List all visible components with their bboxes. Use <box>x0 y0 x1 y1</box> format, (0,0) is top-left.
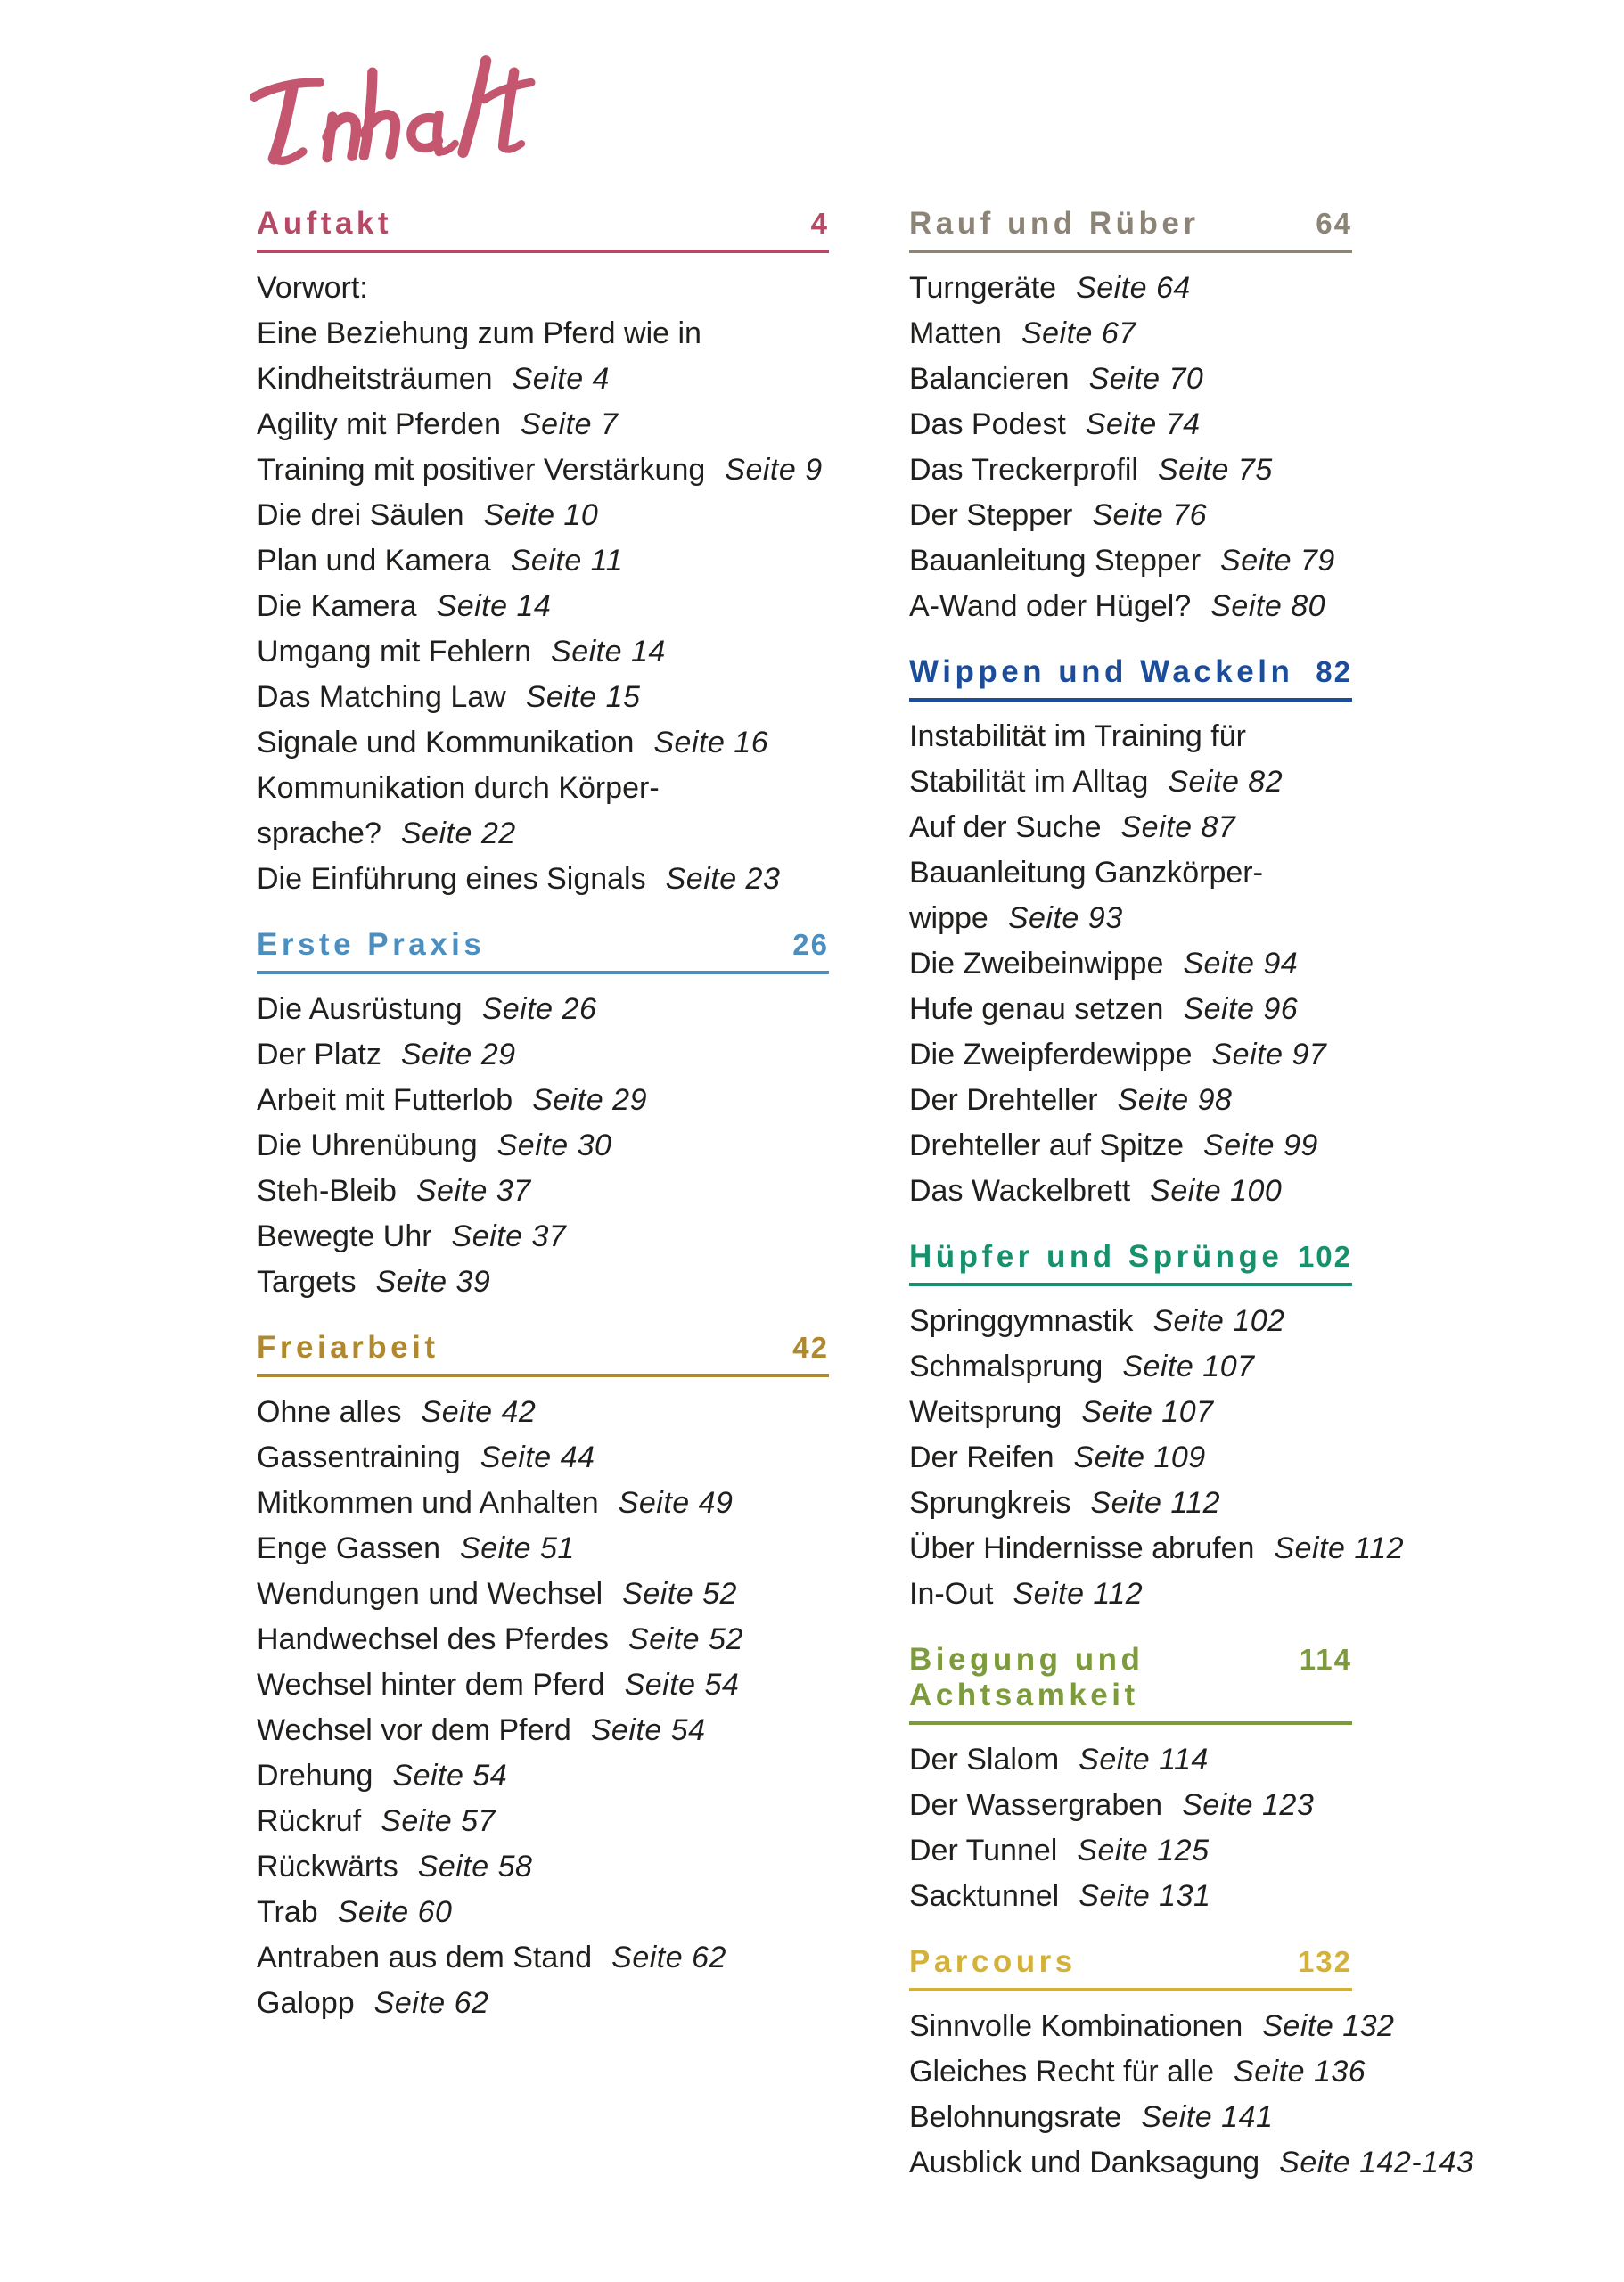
entry-title: Turngeräte <box>909 271 1057 305</box>
entry-title: Wechsel vor dem Pferd <box>257 1713 571 1747</box>
entry-page-label: Seite 23 <box>665 862 781 896</box>
entry-title: Agility mit Pferden <box>257 407 501 441</box>
toc-section <box>909 1239 1405 1617</box>
section-header <box>257 927 829 974</box>
toc-entry <box>257 1123 829 1169</box>
section-title: Parcours <box>909 1944 1077 1979</box>
entry-page-label: Seite 11 <box>510 544 623 578</box>
entry-title: Hufe genau setzen <box>909 992 1164 1026</box>
entry-title: Sacktunnel <box>909 1879 1060 1913</box>
toc-entry <box>257 447 829 493</box>
toc-entry <box>257 538 829 584</box>
entry-title: Wendungen und Wechsel <box>257 1577 603 1611</box>
entry-title: Bewegte Uhr <box>257 1219 432 1253</box>
entry-page-label: Seite 123 <box>1182 1788 1315 1822</box>
entry-title: wippe <box>909 901 988 935</box>
toc-entry <box>909 402 1352 447</box>
section-page-number: 42 <box>792 1331 829 1364</box>
entry-page-label: Seite 52 <box>628 1622 743 1656</box>
section-title: Hüpfer und Sprünge <box>909 1239 1284 1274</box>
entry-page-label: Seite 9 <box>725 453 823 487</box>
section-page-number: 102 <box>1297 1240 1352 1273</box>
section-page-number: 26 <box>792 928 829 961</box>
entry-page-label: Seite 98 <box>1117 1083 1233 1117</box>
entry-page-label: Seite 132 <box>1262 2009 1395 2043</box>
section-page-number: 132 <box>1297 1945 1352 1978</box>
entry-page-label: Seite 42 <box>421 1395 537 1429</box>
entry-page-label: Seite 54 <box>392 1759 508 1793</box>
toc-entry <box>909 1874 1352 1919</box>
entry-page-label: Seite 93 <box>1007 901 1123 935</box>
entry-page-label: Seite 136 <box>1234 2055 1366 2089</box>
toc-entry <box>909 1344 1352 1390</box>
section-title: Freiarbeit <box>257 1330 439 1365</box>
toc-entry <box>257 675 829 720</box>
toc-entry <box>257 987 829 1032</box>
section-header <box>909 1239 1352 1286</box>
entry-page-label: Seite 57 <box>381 1804 496 1838</box>
entry-title: Die drei Säulen <box>257 498 464 532</box>
entry-title: Das Podest <box>909 407 1066 441</box>
toc-entry <box>257 766 829 811</box>
entry-page-label: Seite 112 <box>1090 1486 1221 1520</box>
toc-entry <box>257 1753 829 1799</box>
entry-title: Die Zweipferdewippe <box>909 1038 1193 1071</box>
section-header <box>909 654 1352 702</box>
entry-title: Der Slalom <box>909 1743 1060 1777</box>
toc-entry <box>257 1662 829 1708</box>
entry-title: Handwechsel des Pferdes <box>257 1622 610 1656</box>
toc-entry <box>257 629 829 675</box>
section-entry-list <box>909 266 1352 629</box>
toc-entry <box>257 1935 829 1981</box>
toc-entry <box>257 1078 829 1123</box>
entry-title: Über Hindernisse abrufen <box>909 1531 1255 1565</box>
entry-title: Instabilität im Training für <box>909 719 1246 753</box>
entry-title: Arbeit mit Futterlob <box>257 1083 513 1117</box>
entry-title: Plan und Kamera <box>257 544 491 578</box>
entry-page-label: Seite 4 <box>512 362 610 396</box>
entry-title: Rückruf <box>257 1804 362 1838</box>
entry-page-label: Seite 96 <box>1183 992 1299 1026</box>
toc-section <box>909 654 1352 1214</box>
entry-page-label: Seite 75 <box>1157 453 1273 487</box>
toc-entry <box>909 2095 1352 2140</box>
entry-page-label: Seite 26 <box>481 992 597 1026</box>
entry-page-label: Seite 39 <box>375 1265 491 1299</box>
entry-title: Enge Gassen <box>257 1531 441 1565</box>
entry-page-label: Seite 107 <box>1081 1395 1214 1429</box>
entry-title: sprache? <box>257 817 381 850</box>
toc-section <box>909 1944 1474 2186</box>
toc-entry <box>909 1783 1352 1828</box>
entry-page-label: Seite 109 <box>1073 1441 1206 1474</box>
entry-page-label: Seite 54 <box>590 1713 706 1747</box>
entry-page-label: Seite 52 <box>622 1577 737 1611</box>
entry-title: Trab <box>257 1895 318 1929</box>
toc-entry <box>257 402 829 447</box>
entry-title: A-Wand oder Hügel? <box>909 589 1192 623</box>
entry-page-label: Seite 102 <box>1152 1304 1285 1338</box>
toc-entry <box>909 941 1352 987</box>
entry-title: Galopp <box>257 1986 355 2020</box>
toc-entry <box>909 714 1352 759</box>
toc-entry <box>257 357 829 402</box>
entry-page-label: Seite 37 <box>451 1219 567 1253</box>
entry-title: Vorwort: <box>257 271 368 305</box>
entry-title: Targets <box>257 1265 357 1299</box>
entry-title: Training mit positiver Verstärkung <box>257 453 706 487</box>
section-title: Biegung und Achtsamkeit <box>909 1642 1144 1712</box>
entry-title: Sinnvolle Kombinationen <box>909 2009 1243 2043</box>
entry-page-label: Seite 14 <box>436 589 552 623</box>
entry-title: Stabilität im Alltag <box>909 765 1149 799</box>
toc-section <box>257 206 829 902</box>
section-title: Auftakt <box>257 206 393 241</box>
toc-entry <box>257 811 829 857</box>
toc-entry <box>909 493 1352 538</box>
entry-title: Steh-Bleib <box>257 1174 397 1208</box>
toc-entry <box>909 987 1352 1032</box>
entry-title: Rückwärts <box>257 1850 398 1884</box>
section-header <box>909 1944 1352 1991</box>
toc-entry <box>257 857 829 902</box>
entry-title: Das Treckerprofil <box>909 453 1138 487</box>
entry-page-label: Seite 79 <box>1220 544 1335 578</box>
section-entry-list <box>909 2004 1474 2186</box>
entry-title: Umgang mit Fehlern <box>257 635 532 669</box>
entry-page-label: Seite 87 <box>1120 810 1236 844</box>
entry-page-label: Seite 70 <box>1088 362 1204 396</box>
toc-entry <box>909 538 1352 584</box>
toc-entry <box>257 266 829 311</box>
toc-column-right <box>909 206 1474 2211</box>
toc-entry <box>909 896 1352 941</box>
section-entry-list <box>257 987 829 1305</box>
toc-entry <box>909 1481 1352 1526</box>
entry-title: Die Einführung eines Signals <box>257 862 646 896</box>
toc-entry <box>257 311 829 357</box>
inhalt-title-graphic <box>248 45 551 178</box>
entry-title: Kindheitsträumen <box>257 362 493 396</box>
toc-entry <box>909 1032 1352 1078</box>
section-header <box>909 1642 1352 1725</box>
entry-title: Bauanleitung Ganzkörper- <box>909 856 1263 890</box>
entry-page-label: Seite 37 <box>415 1174 531 1208</box>
entry-title: Ohne alles <box>257 1395 402 1429</box>
entry-title: Drehung <box>257 1759 373 1793</box>
entry-page-label: Seite 16 <box>653 726 769 759</box>
toc-entry <box>257 1890 829 1935</box>
entry-title: Gleiches Recht für alle <box>909 2055 1215 2089</box>
entry-page-label: Seite 142-143 <box>1279 2146 1474 2179</box>
entry-page-label: Seite 67 <box>1021 316 1136 350</box>
toc-entry <box>909 2049 1366 2095</box>
toc-entry <box>257 493 829 538</box>
entry-page-label: Seite 51 <box>460 1531 575 1565</box>
toc-entry <box>909 2004 1395 2049</box>
entry-title: Das Wackelbrett <box>909 1174 1131 1208</box>
entry-page-label: Seite 62 <box>611 1941 726 1974</box>
section-title: Erste Praxis <box>257 927 486 962</box>
toc-section <box>909 1642 1352 1919</box>
toc-entry <box>257 1526 829 1572</box>
entry-page-label: Seite 58 <box>417 1850 533 1884</box>
toc-entry <box>909 266 1352 311</box>
toc-entry <box>909 850 1352 896</box>
entry-title: Weitsprung <box>909 1395 1062 1429</box>
entry-page-label: Seite 54 <box>624 1668 740 1702</box>
entry-page-label: Seite 141 <box>1141 2100 1274 2134</box>
toc-entry <box>257 1260 829 1305</box>
toc-entry <box>257 1169 829 1214</box>
toc-entry <box>257 584 829 629</box>
toc-entry <box>257 1708 829 1753</box>
toc-section <box>257 1330 829 2026</box>
entry-page-label: Seite 107 <box>1122 1350 1255 1383</box>
entry-title: Bauanleitung Stepper <box>909 544 1202 578</box>
toc-entry <box>909 1299 1352 1344</box>
entry-page-label: Seite 29 <box>400 1038 516 1071</box>
entry-page-label: Seite 7 <box>521 407 619 441</box>
entry-page-label: Seite 94 <box>1183 947 1299 981</box>
entry-page-label: Seite 131 <box>1079 1879 1211 1913</box>
toc-entry <box>909 1828 1352 1874</box>
entry-page-label: Seite 14 <box>551 635 666 669</box>
entry-page-label: Seite 74 <box>1085 407 1201 441</box>
entry-page-label: Seite 114 <box>1079 1743 1209 1777</box>
section-entry-list <box>257 266 829 902</box>
section-page-number: 64 <box>1316 207 1352 240</box>
entry-page-label: Seite 10 <box>483 498 599 532</box>
entry-title: Kommunikation durch Körper- <box>257 771 660 805</box>
entry-page-label: Seite 100 <box>1150 1174 1283 1208</box>
toc-entry <box>909 1435 1352 1481</box>
toc-entry <box>909 1123 1352 1169</box>
toc-entry <box>909 357 1352 402</box>
entry-page-label: Seite 60 <box>337 1895 453 1929</box>
entry-page-label: Seite 49 <box>618 1486 734 1520</box>
entry-title: Eine Beziehung zum Pferd wie in <box>257 316 701 350</box>
toc-entry <box>257 1981 829 2026</box>
toc-entry <box>257 720 829 766</box>
entry-page-label: Seite 30 <box>496 1129 612 1162</box>
entry-title: Das Matching Law <box>257 680 506 714</box>
entry-title: Sprungkreis <box>909 1486 1071 1520</box>
section-entry-list <box>909 1299 1405 1617</box>
entry-page-label: Seite 15 <box>525 680 641 714</box>
entry-title: Die Uhrenübung <box>257 1129 478 1162</box>
entry-title: In-Out <box>909 1577 994 1611</box>
toc-entry <box>909 1526 1405 1572</box>
section-page-number: 114 <box>1299 1643 1352 1676</box>
entry-title: Signale und Kommunikation <box>257 726 635 759</box>
entry-page-label: Seite 99 <box>1203 1129 1318 1162</box>
entry-page-label: Seite 112 <box>1013 1577 1144 1611</box>
toc-entry <box>257 1617 829 1662</box>
entry-page-label: Seite 82 <box>1168 765 1284 799</box>
entry-title: Der Tunnel <box>909 1834 1058 1867</box>
entry-title: Auf der Suche <box>909 810 1102 844</box>
toc-entry <box>909 447 1352 493</box>
toc-section <box>909 206 1352 629</box>
section-entry-list <box>909 714 1352 1214</box>
section-header <box>257 1330 829 1377</box>
toc-entry <box>909 1169 1352 1214</box>
entry-title: Drehteller auf Spitze <box>909 1129 1185 1162</box>
entry-title: Die Ausrüstung <box>257 992 463 1026</box>
section-page-number: 82 <box>1316 655 1352 688</box>
entry-title: Gassentraining <box>257 1441 461 1474</box>
page-title <box>248 45 551 178</box>
toc-entry <box>909 1572 1352 1617</box>
entry-title: Schmalsprung <box>909 1350 1103 1383</box>
section-page-number: 4 <box>810 207 829 240</box>
entry-page-label: Seite 112 <box>1274 1531 1405 1565</box>
toc-entry <box>909 1737 1352 1783</box>
toc-column-left <box>257 206 829 2051</box>
toc-entry <box>257 1481 829 1526</box>
entry-title: Der Reifen <box>909 1441 1054 1474</box>
toc-entry <box>909 759 1352 805</box>
entry-page-label: Seite 125 <box>1077 1834 1210 1867</box>
toc-entry <box>257 1572 829 1617</box>
entry-title: Der Drehteller <box>909 1083 1098 1117</box>
toc-entry <box>257 1799 829 1844</box>
section-title: Rauf und Rüber <box>909 206 1200 241</box>
toc-entry <box>909 584 1352 629</box>
entry-title: Balancieren <box>909 362 1070 396</box>
toc-entry <box>909 311 1352 357</box>
entry-title: Antraben aus dem Stand <box>257 1941 593 1974</box>
entry-title: Belohnungsrate <box>909 2100 1122 2134</box>
entry-title: Mitkommen und Anhalten <box>257 1486 599 1520</box>
entry-page-label: Seite 76 <box>1092 498 1208 532</box>
entry-page-label: Seite 80 <box>1210 589 1326 623</box>
toc-entry <box>909 2140 1474 2186</box>
toc-entry <box>257 1214 829 1260</box>
toc-entry <box>909 1078 1352 1123</box>
entry-title: Wechsel hinter dem Pferd <box>257 1668 605 1702</box>
toc-entry <box>909 1390 1352 1435</box>
section-entry-list <box>257 1390 829 2026</box>
section-entry-list <box>909 1737 1352 1919</box>
section-title: Wippen und Wackeln <box>909 654 1294 689</box>
toc-entry <box>257 1844 829 1890</box>
entry-title: Der Wassergraben <box>909 1788 1163 1822</box>
entry-page-label: Seite 44 <box>480 1441 595 1474</box>
entry-page-label: Seite 97 <box>1211 1038 1327 1071</box>
entry-page-label: Seite 62 <box>373 1986 489 2020</box>
entry-title: Der Platz <box>257 1038 381 1071</box>
entry-page-label: Seite 64 <box>1076 271 1191 305</box>
entry-page-label: Seite 29 <box>532 1083 647 1117</box>
toc-entry <box>257 1390 829 1435</box>
toc-section <box>257 927 829 1305</box>
section-header <box>257 206 829 253</box>
entry-page-label: Seite 22 <box>400 817 516 850</box>
entry-title: Matten <box>909 316 1002 350</box>
entry-title: Der Stepper <box>909 498 1073 532</box>
toc-entry <box>257 1032 829 1078</box>
entry-title: Die Zweibeinwippe <box>909 947 1164 981</box>
toc-entry <box>257 1435 829 1481</box>
entry-title: Die Kamera <box>257 589 417 623</box>
section-header <box>909 206 1352 253</box>
entry-title: Ausblick und Danksagung <box>909 2146 1260 2179</box>
entry-title: Springgymnastik <box>909 1304 1134 1338</box>
toc-entry <box>909 805 1352 850</box>
